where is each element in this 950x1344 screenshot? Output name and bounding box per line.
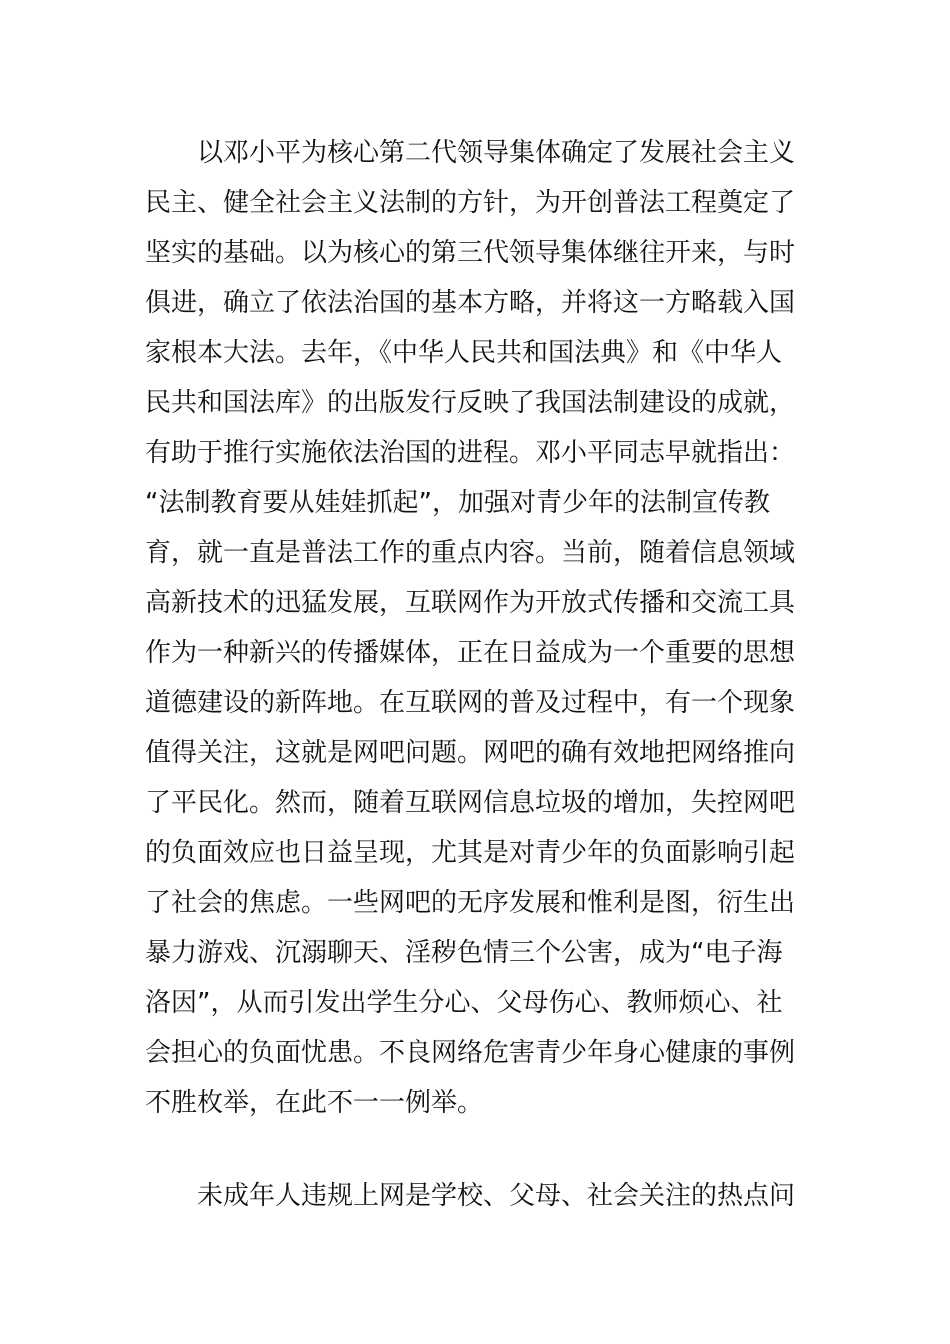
text-line: 道德建设的新阵地。在互联网的普及过程中，有一个现象 — [145, 688, 796, 718]
text-line: 值得关注，这就是网吧问题。网吧的确有效地把网络推向 — [145, 738, 796, 768]
text-line: 坚实的基础。以为核心的第三代领导集体继往开来，与时 — [145, 238, 796, 268]
text-line: 高新技术的迅猛发展，互联网作为开放式传播和交流工具 — [145, 588, 796, 618]
text-line: 俱进，确立了依法治国的基本方略，并将这一方略载入国 — [145, 288, 796, 318]
paragraph-1 — [145, 128, 810, 1128]
text-line: 会担心的负面忧患。不良网络危害青少年身心健康的事例 — [145, 1038, 796, 1068]
text-line: 有助于推行实施依法治国的进程。邓小平同志早就指出： — [145, 438, 796, 468]
text-line: 以邓小平为核心第二代领导集体确定了发展社会主义 — [197, 138, 796, 168]
text-line: 育，就一直是普法工作的重点内容。当前，随着信息领域 — [145, 538, 796, 568]
text-line: 家根本大法。去年，《中华人民共和国法典》和《中华人 — [145, 338, 783, 368]
text-line: 洛因”，从而引发出学生分心、父母伤心、教师烦心、社 — [145, 988, 783, 1018]
text-line: 民共和国法库》的出版发行反映了我国法制建设的成就， — [145, 388, 796, 418]
paragraph-2 — [145, 1171, 810, 1221]
text-line: 了社会的焦虑。一些网吧的无序发展和惟利是图，衍生出 — [145, 888, 796, 918]
text-line: 不胜枚举，在此不一一例举。 — [145, 1088, 484, 1118]
text-line: 暴力游戏、沉溺聊天、淫秽色情三个公害，成为“电子海 — [145, 938, 783, 968]
text-line: 的负面效应也日益呈现，尤其是对青少年的负面影响引起 — [145, 838, 796, 868]
text-line: “法制教育要从娃娃抓起”，加强对青少年的法制宣传教 — [145, 488, 770, 518]
text-line: 作为一种新兴的传播媒体，正在日益成为一个重要的思想 — [145, 638, 796, 668]
text-line: 民主、健全社会主义法制的方针，为开创普法工程奠定了 — [145, 188, 796, 218]
text-line: 了平民化。然而，随着互联网信息垃圾的增加，失控网吧 — [145, 788, 796, 818]
text-line: 未成年人违规上网是学校、父母、社会关注的热点问 — [197, 1181, 796, 1211]
